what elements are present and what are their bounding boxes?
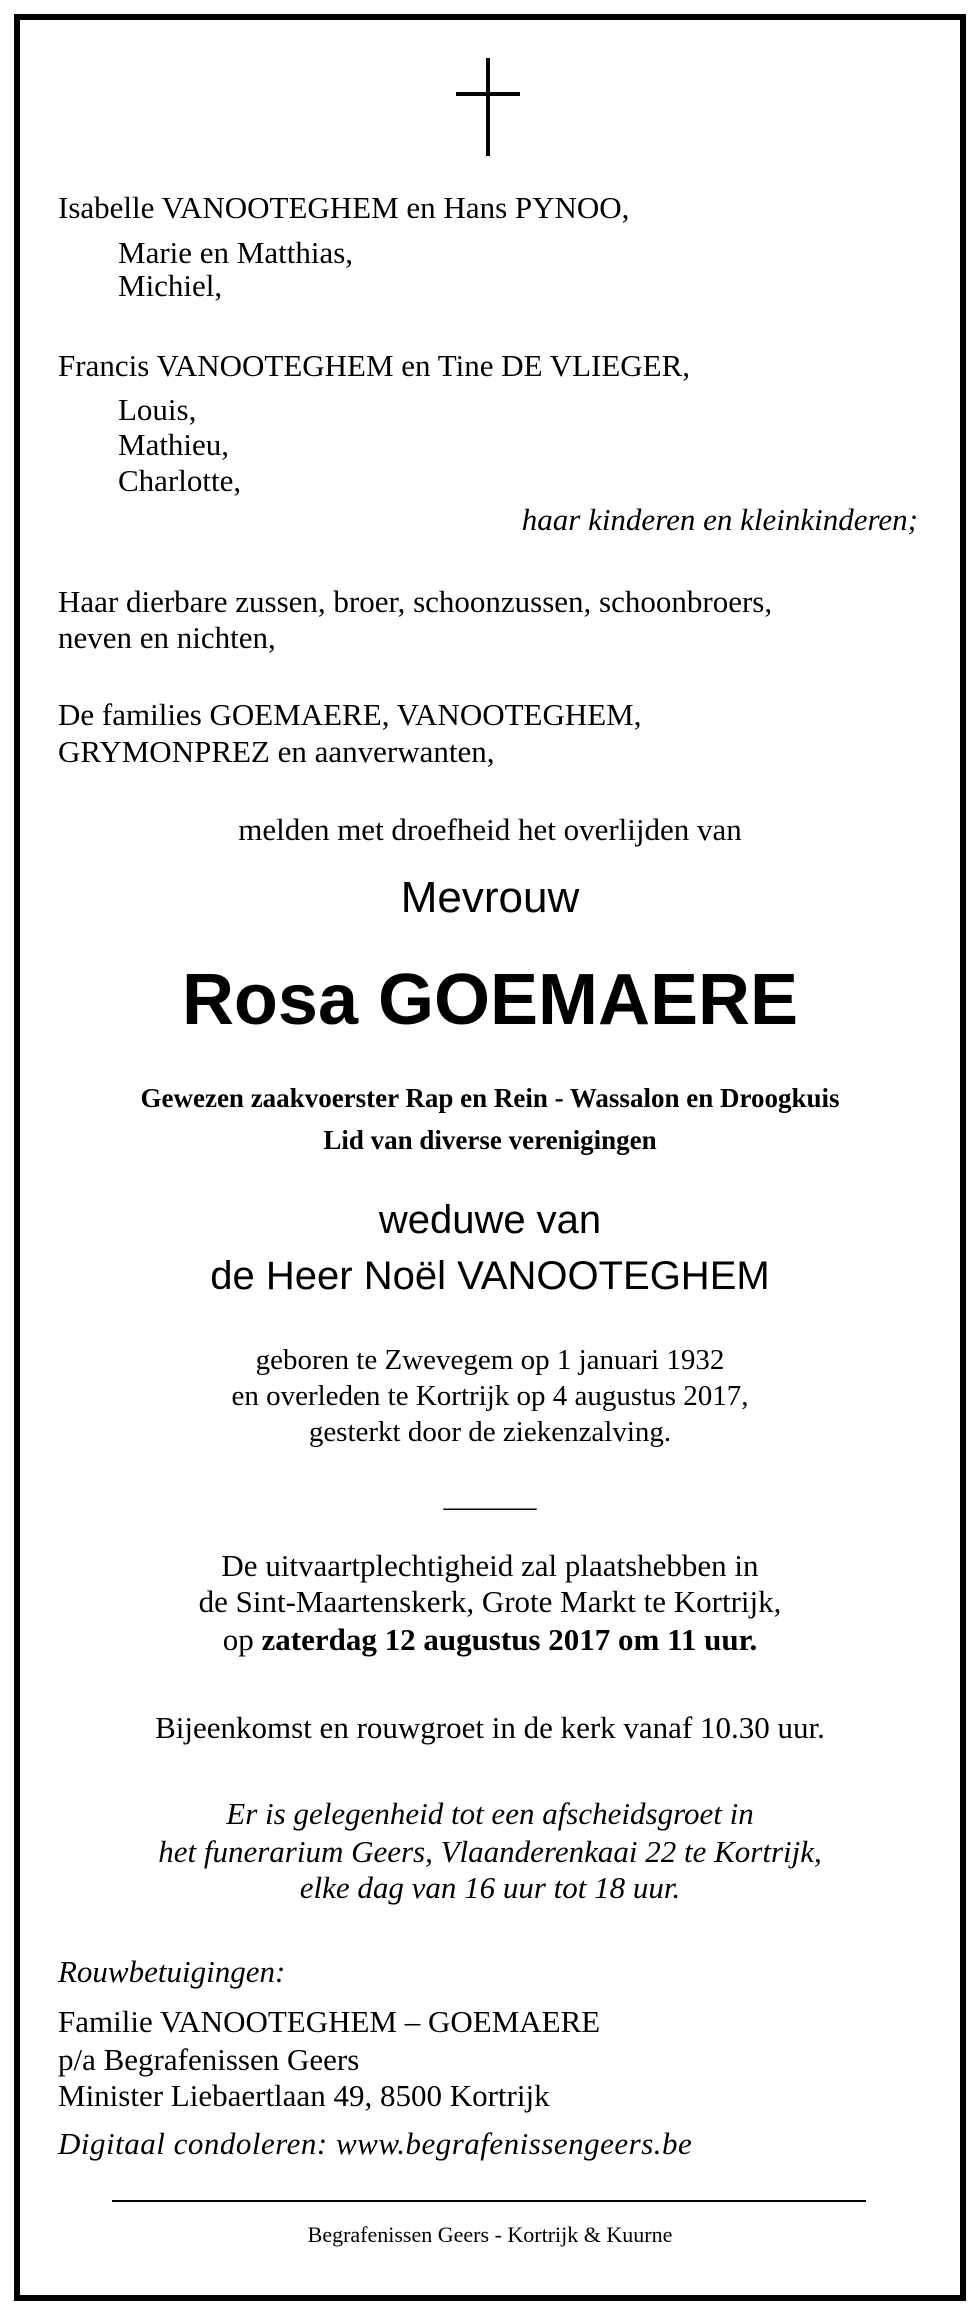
funeral-line-2: de Sint-Maartenskerk, Grote Markt te Kortrijk, [198, 1584, 782, 1619]
visitation-line-3: elke dag van 16 uur tot 18 uur. [299, 1870, 681, 1905]
family-group2-child-3: Charlotte, [118, 463, 242, 498]
footer-text: Begrafenissen Geers - Kortrijk & Kuurne [307, 2222, 673, 2247]
family-group1-child-1: Marie en Matthias, [118, 235, 354, 270]
condolences-address-3: Minister Liebaertlaan 49, 8500 Kortrijk [58, 2078, 550, 2113]
spouse-name: de Heer Noël VANOOTEGHEM [210, 1254, 770, 1298]
condolences-address-2: p/a Begrafenissen Geers [58, 2042, 360, 2077]
separator: ______ [443, 1478, 537, 1513]
funeral-line-1: De uitvaartplechtigheid zal plaatshebben in [221, 1548, 759, 1583]
funeral-date-bold: zaterdag 12 augustus 2017 om 11 uur. [261, 1622, 758, 1657]
families-line-1: De families GOEMAERE, VANOOTEGHEM, [58, 697, 642, 732]
families-line-2: GRYMONPREZ en aanverwanten, [58, 734, 495, 769]
family-group2-child-1: Louis, [118, 392, 197, 427]
family-group1-parents: Isabelle VANOOTEGHEM en Hans PYNOO, [58, 190, 630, 225]
life-line-2: en overleden te Kortrijk op 4 augustus 2017, [231, 1380, 749, 1412]
visitation-line-1: Er is gelegenheid tot een afscheidsgroet in [226, 1796, 754, 1831]
announcement: melden met droefheid het overlijden van [238, 812, 742, 847]
deceased-name: Rosa GOEMAERE [181, 960, 799, 1040]
life-line-1: geboren te Zwevegem op 1 januari 1932 [255, 1344, 725, 1376]
siblings-line-2: neven en nichten, [58, 620, 276, 655]
deceased-role-1: Gewezen zaakvoerster Rap en Rein - Wassalon en Droogkuis [140, 1083, 840, 1113]
visitation-line-2: het funerarium Geers, Vlaanderenkaai 22 te Kortrijk, [158, 1834, 822, 1869]
children-note: haar kinderen en kleinkinderen; [521, 502, 918, 537]
life-line-3: gesterkt door de ziekenzalving. [308, 1416, 672, 1448]
widow-of: weduwe van [378, 1198, 602, 1242]
family-group2-parents: Francis VANOOTEGHEM en Tine DE VLIEGER, [58, 348, 691, 383]
footer-divider [112, 2200, 866, 2202]
family-group1-child-2: Michiel, [118, 268, 223, 303]
online-condolence: Digitaal condoleren: www.begrafenissengeers.be [58, 2126, 693, 2161]
deceased-title: Mevrouw [400, 873, 580, 922]
funeral-date-prefix: op [222, 1622, 262, 1657]
funeral-date [0, 1622, 980, 1658]
siblings-line-1: Haar dierbare zussen, broer, schoonzussen, schoonbroers, [58, 584, 773, 619]
deceased-role-2: Lid van diverse verenigingen [323, 1125, 657, 1155]
family-group2-child-2: Mathieu, [118, 427, 230, 462]
condolences-heading: Rouwbetuigingen: [58, 1954, 286, 1989]
condolences-address-1: Familie VANOOTEGHEM – GOEMAERE [58, 2004, 601, 2039]
gathering: Bijeenkomst en rouwgroet in de kerk vanaf 10.30 uur. [155, 1710, 825, 1745]
